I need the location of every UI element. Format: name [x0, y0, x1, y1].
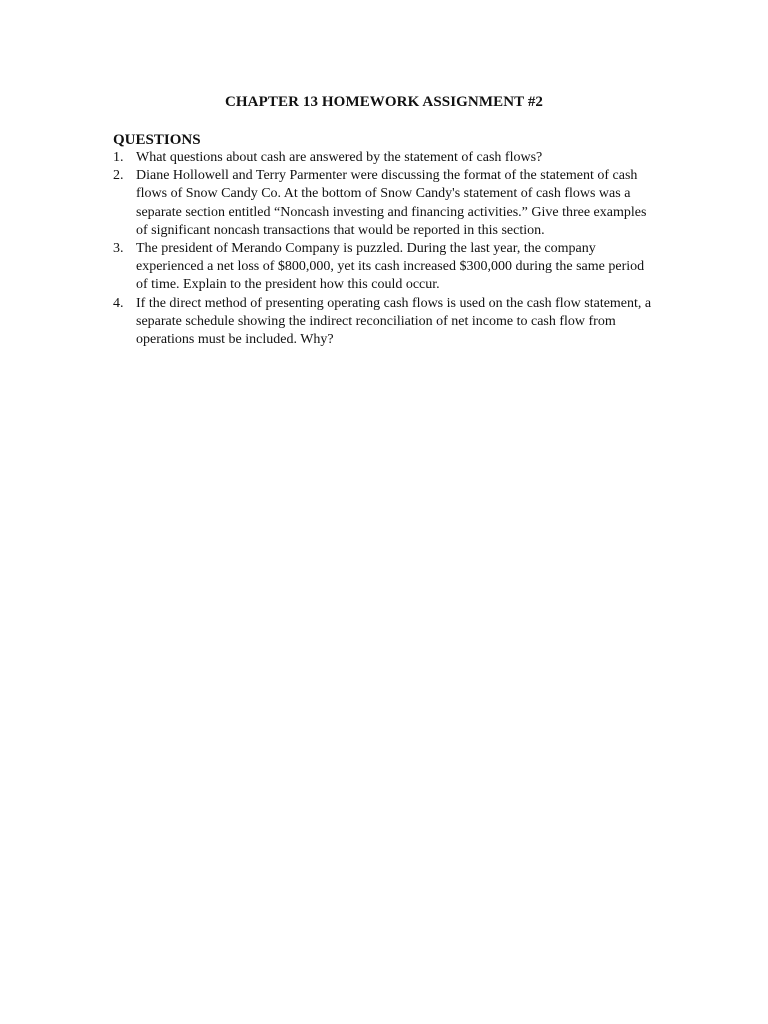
question-number: 1. — [113, 150, 124, 165]
question-number: 3. — [113, 241, 124, 257]
question-item-3 — [113, 240, 658, 295]
page-title: CHAPTER 13 HOMEWORK ASSIGNMENT #2 — [224, 94, 544, 110]
questions-list — [113, 149, 658, 349]
question-text: The president of Merando Company is puzzled. During the last year, the company experienced a net loss of $800,000, yet its cash increased $300,000 during the same period of time. Explain to the president how this could occur. — [136, 241, 645, 293]
question-item-1 — [113, 149, 658, 167]
question-text: Diane Hollowell and Terry Parmenter were discussing the format of the statement of cash flows of Snow Candy Co. At the bottom of Snow Candy's statement of cash flows was a separate section entitled “Noncash investing and financing activities.” Give three examples of significant noncash transactions that would be reported in this section. — [136, 168, 647, 238]
question-item-2 — [113, 167, 658, 240]
question-item-4 — [113, 295, 658, 350]
section-heading: QUESTIONS — [113, 132, 201, 148]
question-number: 4. — [113, 295, 124, 311]
question-text: If the direct method of presenting operating cash flows is used on the cash flow statement, a separate schedule showing the indirect reconciliation of net income to cash flow from operations must be included. Why? — [136, 295, 652, 348]
question-number: 2. — [113, 168, 124, 184]
question-text: What questions about cash are answered by the statement of cash flows? — [136, 150, 543, 165]
